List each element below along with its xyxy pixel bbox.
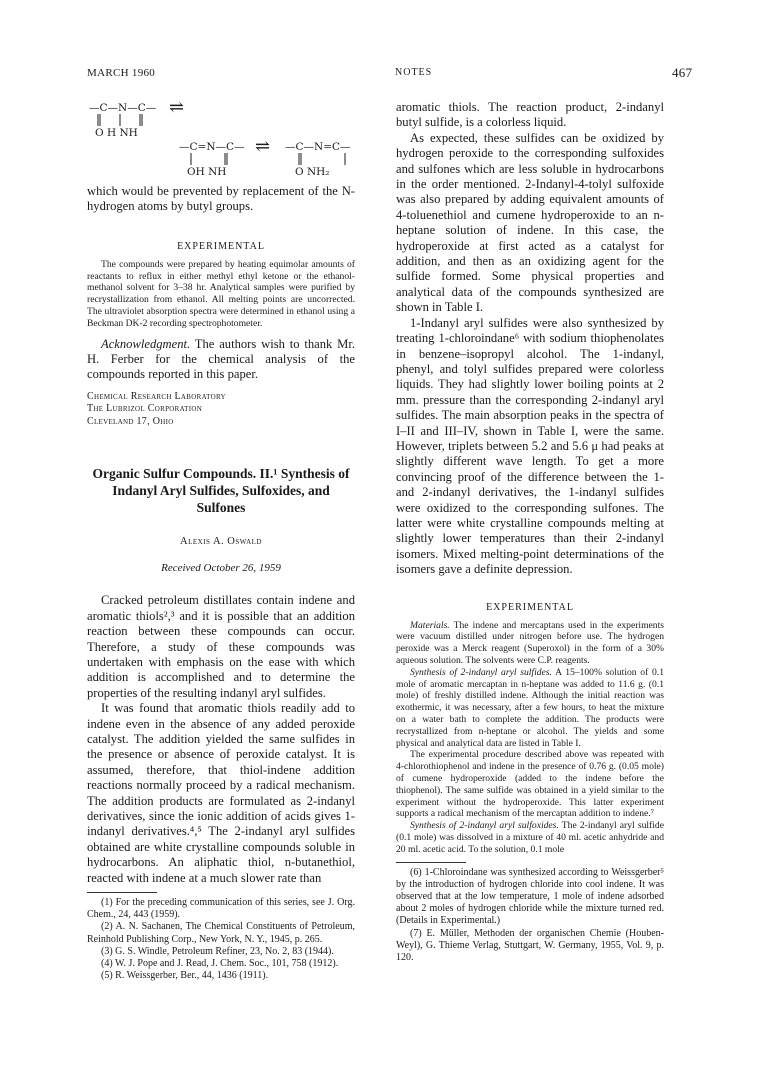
article-title: Organic Sulfur Compounds. II.¹ Synthesis of Indanyl Aryl Sulfides, Sulfoxides, and Sulfones (92, 466, 350, 516)
received-date: Received October 26, 1959 (161, 562, 281, 575)
footnote-5: (5) R. Weissgerber, Ber., 44, 1436 (1911). (101, 970, 269, 982)
struct-row2-right-top: —C—N=C— (285, 141, 351, 153)
tautomer-diagram (87, 100, 357, 178)
right-paragraph-3: 1-Indanyl aryl sulfides were also synthesized by treating 1-chloroindane⁶ with sodium thiophenolates in benzene–isopropyl alcohol. The 1-indanyl, phenyl, and tolyl sulfides prepared were colorless liquids. They had slightly lower boiling points at 2 mm. pressure than the corresponding 2-indanyl aryl sulfides. The main absorption peaks in the spectra of I–II and III–IV, shown in Table I, were the same. However, triplets between 5.2 and 5.6 μ had peaks at slightly different wave length. To get a more convincing proof of the difference between the 1- and 2-indanyl derivatives, the 1-indanyl sulfides were oxidized to the corresponding sulfones. The latter were white crystalline compounds melting at slightly lower temperatures than their 2-indanyl isomers. Mixed melting-point determinations of the isomers gave a definite depression. (396, 315, 664, 577)
struct-row2-left-bottom: OH NH (187, 166, 227, 178)
experimental-heading-2: EXPERIMENTAL (486, 601, 574, 613)
experimental-text: The compounds were prepared by heating equimolar amounts of reactants to reflux in either methyl ethyl ketone or the ethanol-methanol solvent for 3–38 hr. Analytical samples were purified by recrystallization from ethanol. All melting points are uncorrected. The ultraviolet absorption spectra were determined in ethanol using a Beckman DK-2 recording spectrophotometer. (87, 258, 355, 329)
chemical-structure (87, 100, 355, 178)
intro-paragraph-1: Cracked petroleum distillates contain indene and aromatic thiols²,³ and it is possible that an addition reaction between these compounds can occur. Therefore, a study of these compounds was undertaken with emphasis on the ease with which addition is accomplished and to determine the properties of the resulting indanyl aryl sulfides. (87, 593, 355, 700)
affiliation-line-1: Chemical Research Laboratory (87, 390, 226, 402)
materials-paragraph (396, 620, 664, 667)
synthesis-sulfoxides-paragraph (396, 820, 664, 855)
left-column (87, 100, 355, 982)
equilibrium-arrow-2: ⇌ (255, 136, 271, 157)
acknowledgment-text: The authors wish to thank Mr. H. Ferber for the chemical analysis of the compounds reported in this paper. (87, 336, 355, 382)
affiliation-line-3: Cleveland 17, Ohio (87, 415, 174, 427)
right-paragraph-2: As expected, these sulfides can be oxidized by hydrogen peroxide to the corresponding sulfoxides and sulfones which are less soluble in hydrocarbons in the order mentioned. 2-Indanyl-4-tolyl sulfoxide was also prepared by adding equivalent amounts of 4-toluenethiol and cumene hydroperoxide to an n-heptane solution of indene. In this case, the hydroperoxide at first acted as a catalyst for addition, and then as an oxidizing agent for the sulfide formed. Some physical properties and analytical data of the compounds synthesized are shown in Table I. (396, 130, 664, 315)
equilibrium-arrow-1: ⇌ (169, 100, 185, 118)
synthesis-sulfides-label: Synthesis of 2-indanyl aryl sulfides. (410, 666, 552, 678)
struct-row1-top: —C—N—C— (89, 102, 157, 114)
footnote-7: (7) E. Müller, Methoden der organischen Chemie (Houben-Weyl), G. Thieme Verlag, Stuttgart, W. Germany, 1955, Vol. 9, p. 120. (396, 927, 664, 963)
synthesis-repeat-paragraph: The experimental procedure described above was repeated with 4-chlorothiophenol and indene in the presence of 0.76 g. (0.05 mole) of cumene hydroperoxide (added to the indene before the thiophenol). The same sulfide was obtained in a yield similar to the experiment without the hydroperoxide. This latter experiment supports a radical mechanism of the mercaptan addition to indene.⁷ (396, 749, 664, 820)
page-number: 467 (672, 65, 693, 80)
footnote-1: (1) For the preceding communication of this series, see J. Org. Chem., 24, 443 (1959). (87, 897, 355, 921)
acknowledgment (87, 337, 355, 383)
materials-text: The indene and mercaptans used in the experiments were vacuum distilled under nitrogen before use. The hydrogen peroxide was a Merck reagent (Superoxol) in the form of a 30% aqueous solution. The solvents were C.P. reagents. (396, 619, 664, 666)
synthesis-sulfoxides-label: Synthesis of 2-indanyl aryl sulfoxides. (410, 820, 559, 832)
footnote-6: (6) 1-Chloroindane was synthesized according to Weissgerber⁵ by the introduction of hydrogen chloride into cool indene. It was observed that at the low temperature, 1 mole of indene adsorbed about 2 moles of hydrogen chloride while the mixture turned red. (Details in Experimental.) (396, 866, 664, 927)
affiliation-line-2: The Lubrizol Corporation (87, 403, 203, 415)
footnotes-right (396, 867, 664, 965)
acknowledgment-label: Acknowledgment. (101, 336, 191, 351)
author: Alexis A. Oswald (180, 536, 262, 548)
intro-paragraph-2: It was found that aromatic thiols readily add to indene even in the absence of any added peroxide catalyst. The addition yielded the same sulfides in the presence or absence of peroxide catalyst. It is assumed, therefore, that thiol-indene addition reactions normally proceed by a radical mechanism. The addition products are formulated as 2-indanyl derivatives, since the ionic addition of acids gives 1-indanyl derivatives.⁴,⁵ The 2-indanyl aryl sulfides obtained are white crystalline compounds soluble in hydrocarbons. An aliphatic thiol, n-butanethiol, reacted with indene at a much slower rate than (87, 701, 355, 885)
materials-label: Materials. (410, 619, 450, 631)
footnote-4: (4) W. J. Pope and J. Read, J. Chem. Soc., 101, 758 (1912). (101, 958, 339, 970)
footnotes-left (87, 897, 355, 982)
right-paragraph-1: aromatic thiols. The reaction product, 2-indanyl butyl sulfide, is a colorless liquid. (396, 100, 664, 130)
experimental-heading: EXPERIMENTAL (177, 240, 265, 252)
header-section: NOTES (395, 67, 433, 78)
footnote-rule-right (396, 862, 466, 863)
struct-row1-bottom: O H NH (95, 127, 138, 139)
prev-article-end: which would be prevented by replacement of the N-hydrogen atoms by butyl groups. (87, 184, 355, 214)
struct-row2-left-top: —C=N—C— (179, 141, 245, 153)
page-header (0, 67, 773, 87)
footnote-rule (87, 892, 157, 893)
footnote-2: (2) A. N. Sachanen, The Chemical Constituents of Petroleum, Reinhold Publishing Corp., New York, N. Y., 1945, p. 265. (87, 921, 355, 945)
struct-row2-right-bottom: O NH₂ (295, 166, 330, 178)
synthesis-sulfoxides-text: The 2-indanyl aryl sulfide (0.1 mole) was dissolved in a mixture of 40 ml. acetic anhydride and 20 ml. acetic acid. To the solution, 0.1 mole (396, 820, 664, 855)
header-date: MARCH 1960 (87, 67, 156, 79)
right-column (396, 100, 664, 964)
affiliation (87, 391, 355, 429)
synthesis-sulfides-paragraph (396, 667, 664, 750)
synthesis-sulfides-text: A 15–100% solution of 0.1 mole of aromatic mercaptan in n-heptane was added to 11.6 g. (0.1 mole) of freshly distilled indene. Although the initial reaction was exothermic, it was necessary, after a few hours, to heat the mixture on a water bath to complete the addition. The products were recrystallized from n-heptane or alcohol. The yields and some physical and analytical data are listed in Table I. (396, 666, 664, 749)
footnote-3: (3) G. S. Windle, Petroleum Refiner, 23, No. 2, 83 (1944). (101, 945, 334, 957)
